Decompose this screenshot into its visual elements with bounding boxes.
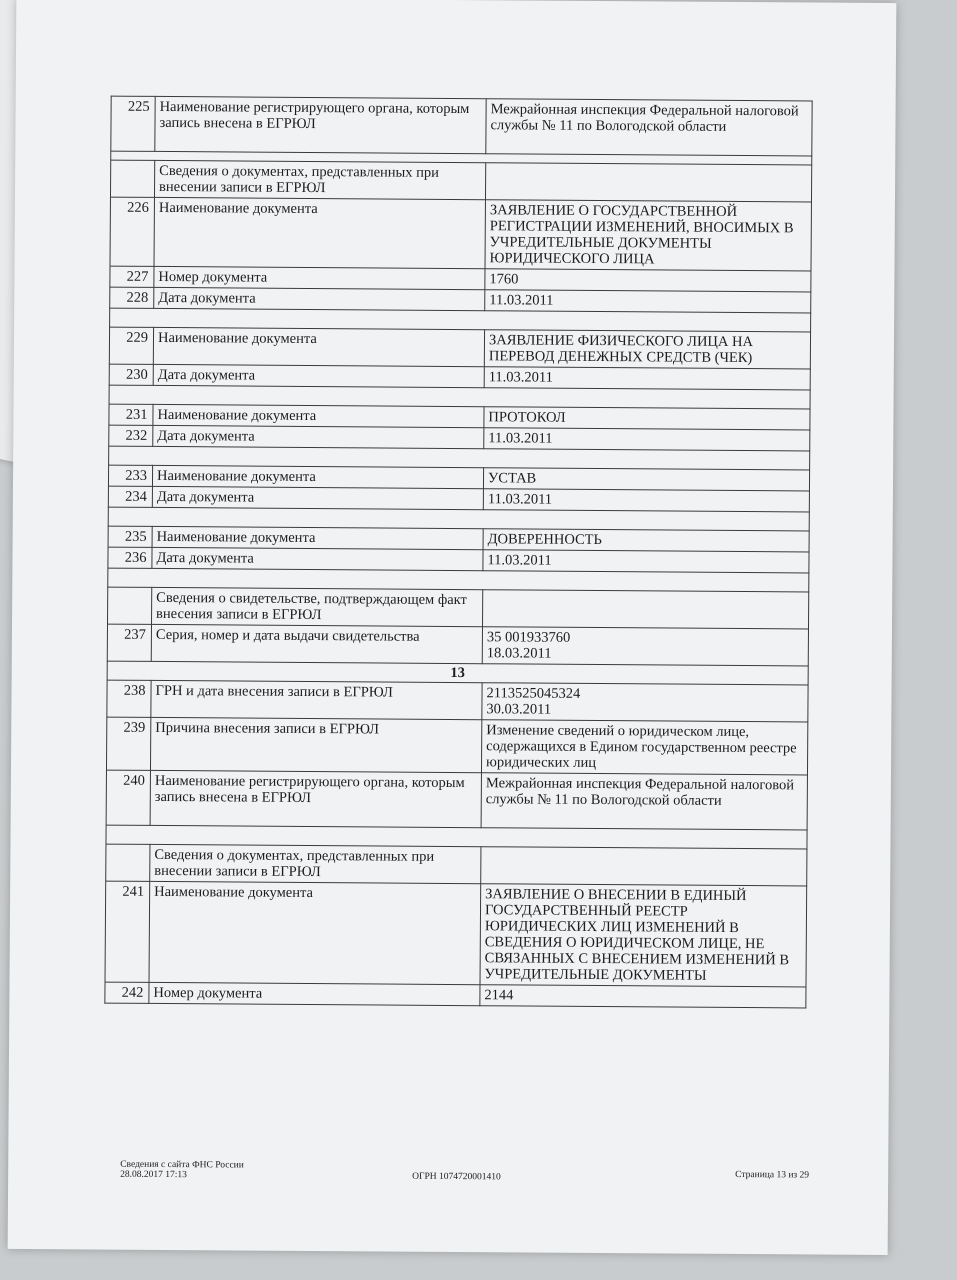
row-number: 235 bbox=[108, 526, 152, 547]
row-label: Наименование регистрирующего органа, которым запись внесена в ЕГРЮЛ bbox=[155, 96, 486, 153]
row-number: 241 bbox=[105, 881, 150, 982]
row-value: 11.03.2011 bbox=[483, 550, 809, 573]
row-number: 230 bbox=[109, 364, 153, 385]
row-label: Наименование регистрирующего органа, которым запись внесена в ЕГРЮЛ bbox=[150, 770, 481, 827]
footer-page-number: Страница 13 из 29 bbox=[735, 1169, 810, 1181]
row-value: 1760 bbox=[485, 269, 811, 292]
row-label: Номер документа bbox=[154, 266, 485, 289]
certificate-date: 18.03.2011 bbox=[486, 645, 552, 662]
footer-ogrn: ОГРН 1074720001410 bbox=[412, 1171, 501, 1183]
row-label: Дата документа bbox=[152, 547, 483, 570]
row-number: 226 bbox=[110, 197, 154, 266]
row-value: ПРОТОКОЛ bbox=[484, 407, 810, 430]
section-header bbox=[110, 160, 811, 202]
row-label: Наименование документа bbox=[154, 197, 485, 268]
row-number: 242 bbox=[105, 982, 149, 1003]
section-label: Сведения о документах, представленных при внесении записи в ЕГРЮЛ bbox=[154, 160, 485, 199]
row-value: 11.03.2011 bbox=[485, 290, 811, 313]
row-value: 11.03.2011 bbox=[484, 367, 810, 390]
table-row bbox=[106, 717, 807, 775]
row-label: Наименование документа bbox=[152, 526, 483, 549]
row-label: Наименование документа bbox=[149, 881, 481, 984]
row-value: ЗАЯВЛЕНИЕ ФИЗИЧЕСКОГО ЛИЦА НА ПЕРЕВОД ДЕНЕЖНЫХ СРЕДСТВ (ЧЕК) bbox=[484, 330, 810, 369]
table-row bbox=[106, 770, 807, 830]
row-number: 227 bbox=[110, 266, 154, 287]
row-label: Дата документа bbox=[153, 425, 484, 448]
footer-timestamp: 28.08.2017 17:13 bbox=[120, 1169, 187, 1181]
row-value: ЗАЯВЛЕНИЕ О ГОСУДАРСТВЕННОЙ РЕГИСТРАЦИИ ИЗМЕНЕНИЙ, ВНОСИМЫХ В УЧРЕДИТЕЛЬНЫЕ ДОКУМЕНТЫ ЮРИДИЧЕСКОГО ЛИЦА bbox=[485, 200, 811, 271]
grn-date: 30.03.2011 bbox=[486, 701, 552, 718]
row-value bbox=[482, 683, 808, 722]
row-label: Номер документа bbox=[149, 982, 480, 1005]
section-header bbox=[108, 587, 809, 629]
table-row bbox=[107, 624, 808, 666]
table-row bbox=[105, 881, 807, 987]
table-row bbox=[109, 327, 810, 369]
row-label: Причина внесения записи в ЕГРЮЛ bbox=[150, 717, 481, 772]
row-label: ГРН и дата внесения записи в ЕГРЮЛ bbox=[151, 680, 482, 719]
table-row bbox=[105, 982, 806, 1008]
row-number: 237 bbox=[107, 624, 151, 661]
section-header bbox=[106, 844, 807, 886]
table-row bbox=[110, 197, 811, 271]
table-row bbox=[107, 680, 808, 722]
row-label: Серия, номер и дата выдачи свидетельства bbox=[151, 624, 482, 663]
row-label: Дата документа bbox=[153, 364, 484, 387]
row-value: Межрайонная инспекция Федеральной налоговой службы № 11 по Вологодской области bbox=[486, 99, 812, 156]
row-number: 238 bbox=[107, 680, 151, 717]
row-value: 11.03.2011 bbox=[483, 489, 809, 512]
row-value: 11.03.2011 bbox=[484, 428, 810, 451]
row-label: Дата документа bbox=[152, 486, 483, 509]
row-number: 240 bbox=[106, 770, 150, 825]
row-number: 225 bbox=[111, 96, 155, 151]
section-label: Сведения о свидетельстве, подтверждающем факт внесения записи в ЕГРЮЛ bbox=[152, 587, 483, 626]
row-number: 232 bbox=[109, 425, 153, 446]
row-number: 229 bbox=[109, 327, 153, 364]
row-value: Межрайонная инспекция Федеральной налоговой службы № 11 по Вологодской области bbox=[481, 773, 807, 830]
row-label: Наименование документа bbox=[153, 404, 484, 427]
row-value: ЗАЯВЛЕНИЕ О ВНЕСЕНИИ В ЕДИНЫЙ ГОСУДАРСТВЕННЫЙ РЕЕСТР ЮРИДИЧЕСКИХ ЛИЦ ИЗМЕНЕНИЙ В СВЕДЕНИЯ О ЮРИДИЧЕСКОМ ЛИЦЕ, НЕ СВЯЗАННЫХ С ВНЕСЕНИЕМ ИЗМЕНЕНИЙ В УЧРЕДИТЕЛЬНЫЕ ДОКУМЕНТЫ bbox=[480, 884, 807, 987]
document-page bbox=[8, 0, 897, 1255]
section-label: Сведения о документах, представленных при внесении записи в ЕГРЮЛ bbox=[150, 844, 481, 883]
page-marker: 13 bbox=[107, 661, 808, 685]
footer-source bbox=[120, 1160, 244, 1181]
certificate-number: 35 001933760 bbox=[486, 629, 571, 646]
row-number: 239 bbox=[106, 717, 150, 770]
table-row bbox=[111, 96, 812, 156]
row-number: 236 bbox=[108, 547, 152, 568]
row-number: 231 bbox=[109, 404, 153, 425]
row-label: Наименование документа bbox=[153, 327, 484, 366]
row-label: Дата документа bbox=[154, 287, 485, 310]
row-value bbox=[482, 627, 808, 666]
row-number: 234 bbox=[108, 486, 152, 507]
egrul-table bbox=[104, 96, 812, 1009]
grn-number: 2113525045324 bbox=[486, 685, 581, 702]
row-value: 2144 bbox=[480, 985, 806, 1008]
row-value: УСТАВ bbox=[483, 468, 809, 491]
row-value: Изменение сведений о юридическом лице, содержащихся в Едином государственном реестре юридических лиц bbox=[481, 720, 807, 775]
footer-source-line: Сведения с сайта ФНС России bbox=[120, 1159, 244, 1171]
row-value: ДОВЕРЕННОСТЬ bbox=[483, 529, 809, 552]
row-number: 233 bbox=[108, 465, 152, 486]
row-number: 228 bbox=[110, 287, 154, 308]
row-label: Наименование документа bbox=[152, 465, 483, 488]
